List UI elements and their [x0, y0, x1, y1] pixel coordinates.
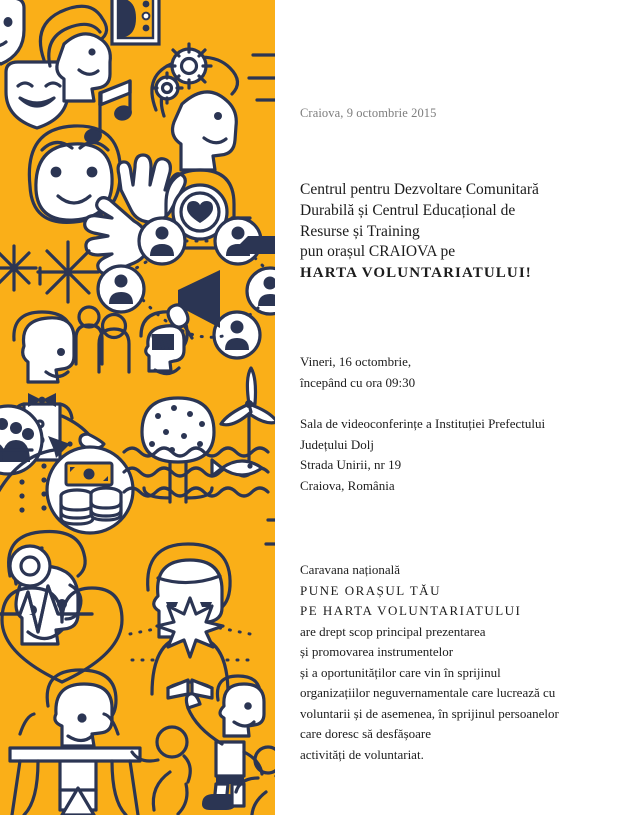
about-line-1: Caravana națională: [300, 562, 400, 577]
venue-name: Sala de videoconferințe a Instituției Prefectului: [300, 416, 546, 431]
about-line-8: voluntarii și de asemenea, în sprijinul persoanelor: [300, 705, 559, 721]
circle-ring-icon: [10, 546, 50, 586]
headline-line-4: pun orașul CRAIOVA pe: [300, 243, 456, 261]
campaign-name-line-1: PUNE ORAȘUL TĂU: [300, 582, 441, 598]
about-line-5: și promovarea instrumentelor: [300, 644, 454, 659]
campaign-name-line-2: PE HARTA VOLUNTARIATULUI: [300, 603, 522, 618]
headline-line-1: Centrul pentru Dezvoltare Comunitară: [300, 181, 539, 198]
about-line-9: care doresc să desfășoare: [300, 726, 432, 741]
date-line: Craiova, 9 octombrie 2015: [300, 106, 437, 120]
framed-artwork-icon: [112, 0, 159, 44]
about-line-7: organizațiilor neguvernamentale care lucrează cu: [300, 685, 556, 700]
venue-street: Strada Unirii, nr 19: [300, 457, 402, 472]
headline-emphasis: HARTA VOLUNTARIATULUI!: [300, 265, 532, 282]
about-line-6: și a oportunităților care vin în sprijinul: [300, 664, 501, 680]
illustration-panel: [0, 0, 275, 815]
money-coins-icon: [47, 447, 133, 533]
venue-county: Județului Dolj: [300, 436, 375, 452]
event-venue-block: [300, 414, 605, 496]
content-column: [275, 0, 621, 815]
about-block: [300, 560, 612, 765]
headline-line-2: Durabilă și Centrul Educațional de: [300, 201, 516, 219]
venue-city: Craiova, România: [300, 477, 395, 493]
about-line-10: activități de voluntariat.: [300, 746, 424, 762]
headline-line-3: Resurse și Training: [300, 222, 420, 240]
event-start-time: începând cu ora 09:30: [300, 374, 416, 390]
sparkle-icon: [38, 242, 98, 302]
event-time-block: [300, 352, 600, 393]
event-day: Vineri, 16 octombrie,: [300, 354, 412, 369]
headline-block: [300, 180, 600, 284]
about-line-4: are drept scop principal prezentarea: [300, 623, 486, 639]
